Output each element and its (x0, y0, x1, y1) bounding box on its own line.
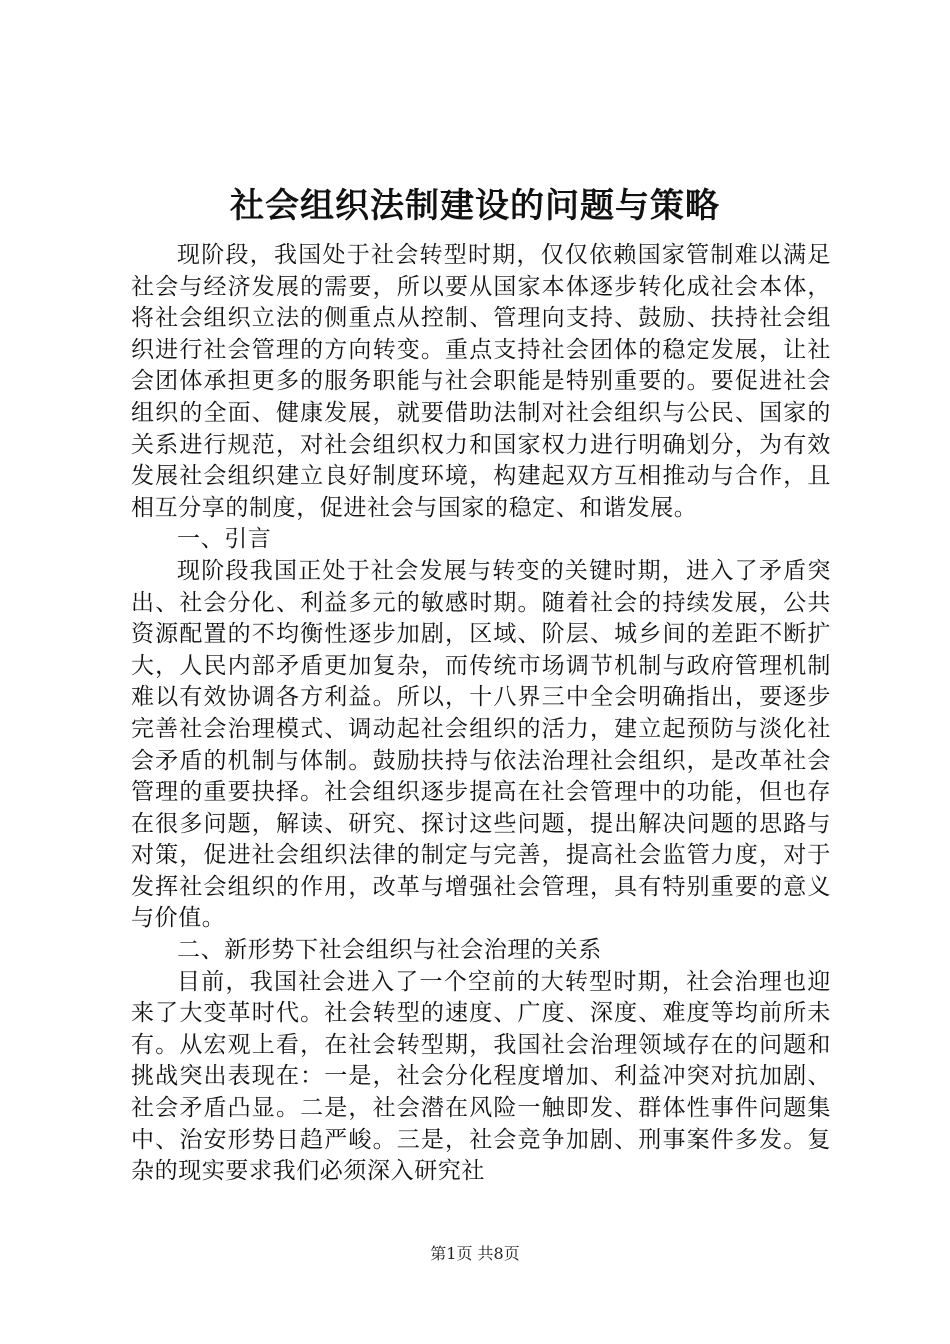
section-heading-introduction: 一、引言 (177, 526, 272, 553)
paragraph-intro: 现阶段，我国处于社会转型时期，仅仅依赖国家管制难以满足社会与经济发展的需要，所以要从国家本体逐步转化成社会本体，将社会组织立法的侧重点从控制、管理向支持、鼓励、扶持社会组织进行社会管理的方向转变。重点支持社会团体的稳定发展，让社会团体承担更多的服务职能与社会职能是特别重要的。要促进社会组织的全面、健康发展，就要借助法制对社会组织与公民、国家的关系进行规范，对社会组织权力和国家权力进行明确划分，为有效发展社会组织建立良好制度环境，构建起双方互相推动与合作，且相互分享的制度，促进社会与国家的稳定、和谐发展。 (131, 242, 831, 521)
document-title: 社会组织法制建设的问题与策略 (230, 186, 720, 226)
document-body (131, 240, 831, 1188)
section-heading-relationship: 二、新形势下社会组织与社会治理的关系 (177, 937, 602, 964)
paragraph-relationship: 目前，我国社会进入了一个空前的大转型时期，社会治理也迎来了大变革时代。社会转型的速度、广度、深度、难度等均前所未有。从宏观上看，在社会转型期，我国社会治理领域存在的问题和挑战突出表现在：一是，社会分化程度增加、利益冲突对抗加剧、社会矛盾凸显。二是，社会潜在风险一触即发、群体性事件问题集中、治安形势日趋严峻。三是，社会竞争加剧、刑事案件多发。复杂的现实要求我们必须深入研究社 (131, 968, 831, 1185)
paragraph-introduction: 现阶段我国正处于社会发展与转变的关键时期，进入了矛盾突出、社会分化、利益多元的敏感时期。随着社会的持续发展，公共资源配置的不均衡性逐步加剧，区域、阶层、城乡间的差距不断扩大，人民内部矛盾更加复杂，而传统市场调节机制与政府管理机制难以有效协调各方利益。所以，十八界三中全会明确指出，要逐步完善社会治理模式、调动起社会组织的活力，建立起预防与淡化社会矛盾的机制与体制。鼓励扶持与依法治理社会组织，是改革社会管理的重要抉择。社会组织逐步提高在社会管理中的功能，但也存在很多问题，解读、研究、探讨这些问题，提出解决问题的思路与对策，促进社会组织法律的制定与完善，提高社会监管力度，对于发挥社会组织的作用，改革与增强社会管理，具有特别重要的意义与价值。 (131, 557, 831, 932)
page-footer: 第1页 共8页 (430, 1244, 520, 1263)
